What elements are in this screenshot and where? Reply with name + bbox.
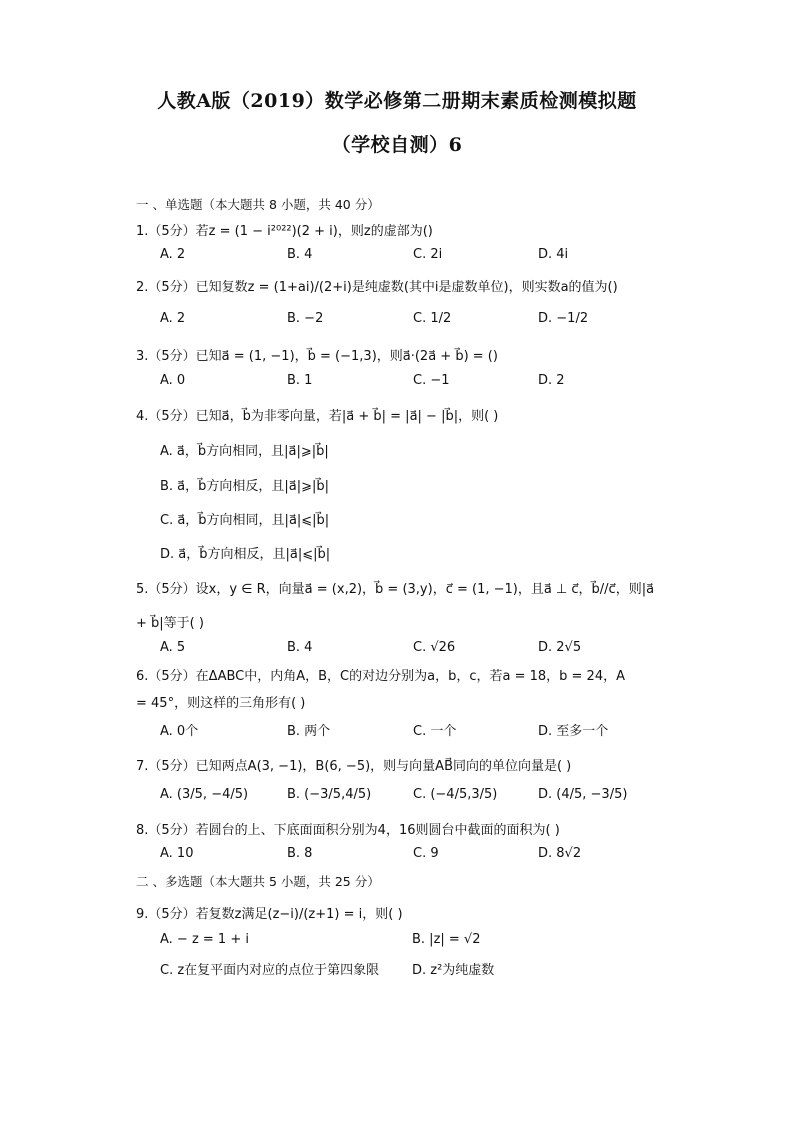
question-2-stem: 2.（5分）已知复数z = (1+ai)/(2+i)是纯虚数(其中i是虚数单位)，则实数a的值为() [136,280,618,295]
q9-option-d: D. z²为纯虚数 [412,963,495,978]
q7-option-d: D. (4/5, −3/5) [538,787,628,802]
question-5-stem-cont: + b⃗|等于( ) [136,616,204,631]
q9-option-b: B. |z| = √2 [412,932,481,947]
question-1-stem: 1.（5分）若z = (1 − i²⁰²²)(2 + i)，则z的虚部为() [136,224,433,239]
q8-option-c: C. 9 [413,846,439,861]
q8-option-b: B. 8 [287,846,313,861]
title-line1: 人教A版（2019）数学必修第二册期末素质检测模拟题 [157,90,637,112]
q6-option-b: B. 两个 [287,724,331,739]
question-3-stem: 3.（5分）已知a⃗ = (1, −1)，b⃗ = (−1,3)，则a⃗·(2a⃗ + b⃗) = () [136,349,498,364]
q4-option-c: C. a⃗，b⃗方向相同，且|a⃗|⩽|b⃗| [160,513,330,528]
q1-option-a: A. 2 [160,247,186,262]
q6-option-a: A. 0个 [160,724,199,739]
q5-option-a: A. 5 [160,640,186,655]
q6-option-c: C. 一个 [413,724,457,739]
q7-option-a: A. (3/5, −4/5) [160,787,249,802]
question-6-stem: 6.（5分）在ΔABC中，内角A，B，C的对边分别为a，b，c，若a = 18，b = 24，A [136,669,625,684]
question-8-stem: 8.（5分）若圆台的上、下底面面积分别为4，16则圆台中截面的面积为( ) [136,823,560,838]
q2-option-c: C. 1/2 [413,311,452,326]
q8-option-a: A. 10 [160,846,194,861]
q9-option-c: C. z在复平面内对应的点位于第四象限 [160,963,380,978]
q4-option-d: D. a⃗，b⃗方向相反，且|a⃗|⩽|b⃗| [160,547,331,562]
q3-option-b: B. 1 [287,373,313,388]
question-6-stem-cont: = 45°，则这样的三角形有( ) [136,696,306,711]
q5-option-b: B. 4 [287,640,313,655]
q6-option-d: D. 至多一个 [538,724,609,739]
q1-option-d: D. 4i [538,247,569,262]
section-heading-single-choice: 一 、单选题（本大题共 8 小题，共 40 分） [136,197,380,212]
q4-option-b: B. a⃗，b⃗方向相反，且|a⃗|⩾|b⃗| [160,479,330,494]
question-4-stem: 4.（5分）已知a⃗，b⃗为非零向量，若|a⃗ + b⃗| = |a⃗| − |b⃗|，则( ) [136,409,499,424]
q1-option-c: C. 2i [413,247,443,262]
q5-option-c: C. √26 [413,640,456,655]
q5-option-d: D. 2√5 [538,640,582,655]
q7-option-b: B. (−3/5,4/5) [287,787,372,802]
q3-option-d: D. 2 [538,373,565,388]
q8-option-d: D. 8√2 [538,846,582,861]
q1-option-b: B. 4 [287,247,313,262]
q4-option-a: A. a⃗，b⃗方向相同，且|a⃗|⩾|b⃗| [160,444,329,459]
question-9-stem: 9.（5分）若复数z满足(z−i)/(z+1) = i，则( ) [136,907,403,922]
question-5-stem: 5.（5分）设x，y ∈ R，向量a⃗ = (x,2)，b⃗ = (3,y)，c⃗ = (1, −1)，且a⃗ ⊥ c⃗，b⃗//c⃗，则|a⃗ [136,582,655,597]
q2-option-d: D. −1/2 [538,311,589,326]
q9-option-a: A. − z = 1 + i [160,932,249,947]
q2-option-b: B. −2 [287,311,324,326]
q7-option-c: C. (−4/5,3/5) [413,787,498,802]
section-heading-multi-choice: 二 、多选题（本大题共 5 小题，共 25 分） [136,874,380,889]
q3-option-c: C. −1 [413,373,450,388]
title-line2: （学校自测）6 [331,134,463,156]
question-7-stem: 7.（5分）已知两点A(3, −1)，B(6, −5)，则与向量AB⃗同向的单位向量是( ) [136,759,572,774]
q3-option-a: A. 0 [160,373,186,388]
q2-option-a: A. 2 [160,311,186,326]
